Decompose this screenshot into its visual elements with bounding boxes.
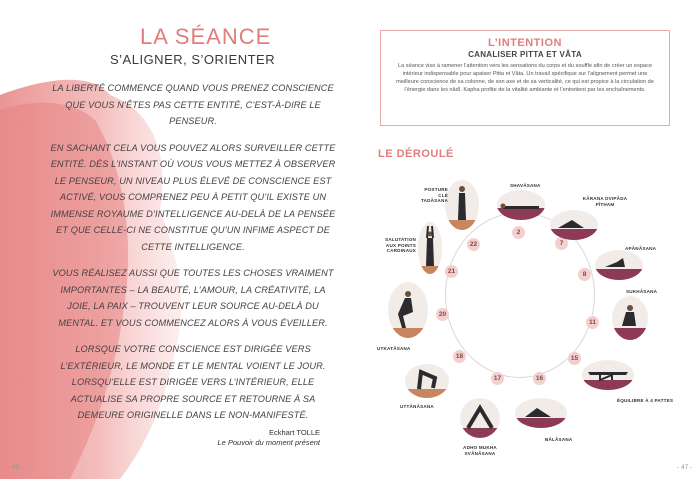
pose-label-salutation: SALUTATION AUX POINTS CARDINAUX <box>385 237 416 254</box>
intention-subtitle: CANALISER PITTA ET VÂTA <box>468 50 582 59</box>
quote-block <box>48 80 338 434</box>
pose-photo-balasana <box>515 398 567 428</box>
author-name: Eckhart TOLLE <box>269 428 320 437</box>
step-number: 2 <box>512 226 525 239</box>
page-number-left: - 46 - <box>8 464 24 471</box>
pose-photo-equilibre <box>582 360 634 390</box>
intention-title: L’INTENTION <box>488 37 562 49</box>
intention-box <box>380 30 670 126</box>
step-number: 18 <box>453 350 466 363</box>
page-subtitle: S’ALIGNER, S’ORIENTER <box>110 52 276 67</box>
step-number: 8 <box>578 268 591 281</box>
quote-attribution <box>217 428 320 448</box>
pose-label-utkatasana: UTKATÂSANA <box>377 346 411 351</box>
pose-photo-apanasana <box>595 250 643 280</box>
pose-label-tadasana: POSTURE CLÉ TADÂSANA <box>420 187 448 204</box>
pose-label-adho-mukha: ADHO MUKHA SVÂNÂSANA <box>463 445 497 456</box>
step-number: 17 <box>491 372 504 385</box>
pose-label-equilibre: ÉQUILIBRE À 4 PATTES <box>617 398 674 403</box>
pose-photo-sukhasana <box>612 296 648 340</box>
step-number: 16 <box>533 372 546 385</box>
step-number: 15 <box>568 352 581 365</box>
step-number: 21 <box>445 265 458 278</box>
quote-paragraph: LORSQUE VOTRE CONSCIENCE EST DIRIGÉE VERS L’EXTÉRIEUR, LE MONDE ET LE MENTAL VOIENT LE JOUR. LORSQU’ELLE EST DIRIGÉE VERS L’INTÉRIEUR, ELLE ACTUALISE SA PROPRE SOURCE ET RETOURNE À SA DEMEURE ORIGINELLE DANS LE NON-MANIFESTÉ. <box>60 344 326 420</box>
quote-paragraph: LA LIBERTÉ COMMENCE QUAND VOUS PRENEZ CONSCIENCE QUE VOUS N’ÊTES PAS CETTE ENTITÉ, C’EST-À-DIRE LE PENSEUR. <box>52 83 334 126</box>
page-title: LA SÉANCE <box>140 24 272 49</box>
right-page <box>350 0 700 479</box>
step-number: 22 <box>467 238 480 251</box>
pose-photo-utkatasana <box>388 282 428 338</box>
pose-label-sukhasana: SUKHÂSANA <box>626 289 658 294</box>
pose-photo-salutation <box>418 222 442 274</box>
pose-label-uttanasana: UTTÂNÂSANA <box>400 404 434 409</box>
pose-photo-tadasana <box>445 180 479 230</box>
pose-photo-dvipada-pitham <box>550 210 598 240</box>
page-number-right: - 47 - <box>677 464 693 471</box>
pose-photo-shavasana <box>497 190 545 220</box>
pose-photo-uttanasana <box>405 364 449 398</box>
sequence-title: LE DÉROULÉ <box>378 148 454 160</box>
step-number: 11 <box>586 316 599 329</box>
pose-photo-adho-mukha <box>460 398 500 438</box>
step-number: 20 <box>436 308 449 321</box>
quote-paragraph: EN SACHANT CELA VOUS POUVEZ ALORS SURVEILLER CETTE ENTITÉ. DÈS L’INSTANT OÙ VOUS VOUS METTEZ À OBSERVER LE PENSEUR, UN NIVEAU PLUS ÉLEVÉ DE CONSCIENCE EST ACTIVÉ, VOUS COMPRENEZ PEU À PETIT QU’IL EXISTE UN IMMENSE ROYAUME D’INTELLIGENCE AU-DELÀ DE LA PENSÉE ET QUE CELLE-CI NE CONSTITUE QU’UN INFIME ASPECT DE CETTE INTELLIGENCE. <box>50 142 336 252</box>
pose-label-balasana: BÂLÂSANA <box>545 437 573 442</box>
step-number: 7 <box>555 237 568 250</box>
pose-label-apanasana: APÂNÂSANA <box>625 246 657 251</box>
pose-label-dvipada-pitham: KÂRANA DVIPÂDA PÎTHAM <box>582 196 628 207</box>
pose-label-shavasana: SHAVÂSANA <box>510 183 541 188</box>
quote-paragraph: VOUS RÉALISEZ AUSSI QUE TOUTES LES CHOSES VRAIMENT IMPORTANTES – LA BEAUTÉ, L’AMOUR, LA CRÉATIVITÉ, LA JOIE, LA PAIX – TROUVENT LEUR SOURCE AU-DELÀ DU MENTAL. ET VOUS COMMENCEZ ALORS À VOUS ÉVEILLER. <box>52 268 334 328</box>
intention-text: La séance vise à ramener l’attention vers les sensations du corps et du souffle afin de créer un espace intérieur indispensable pour apaiser Pitta et Vâta. Un travail spécifique sur l’alignement permet une meilleure conscience de sa colonne, de son axe et de sa verticalité, ce qui est propice à la circulation de l’énergie dans les nâdî. Kapha profite de la vitalité ambiante et l’entretient par les enchaînements. <box>396 63 654 93</box>
book-title: Le Pouvoir du moment présent <box>217 438 320 447</box>
